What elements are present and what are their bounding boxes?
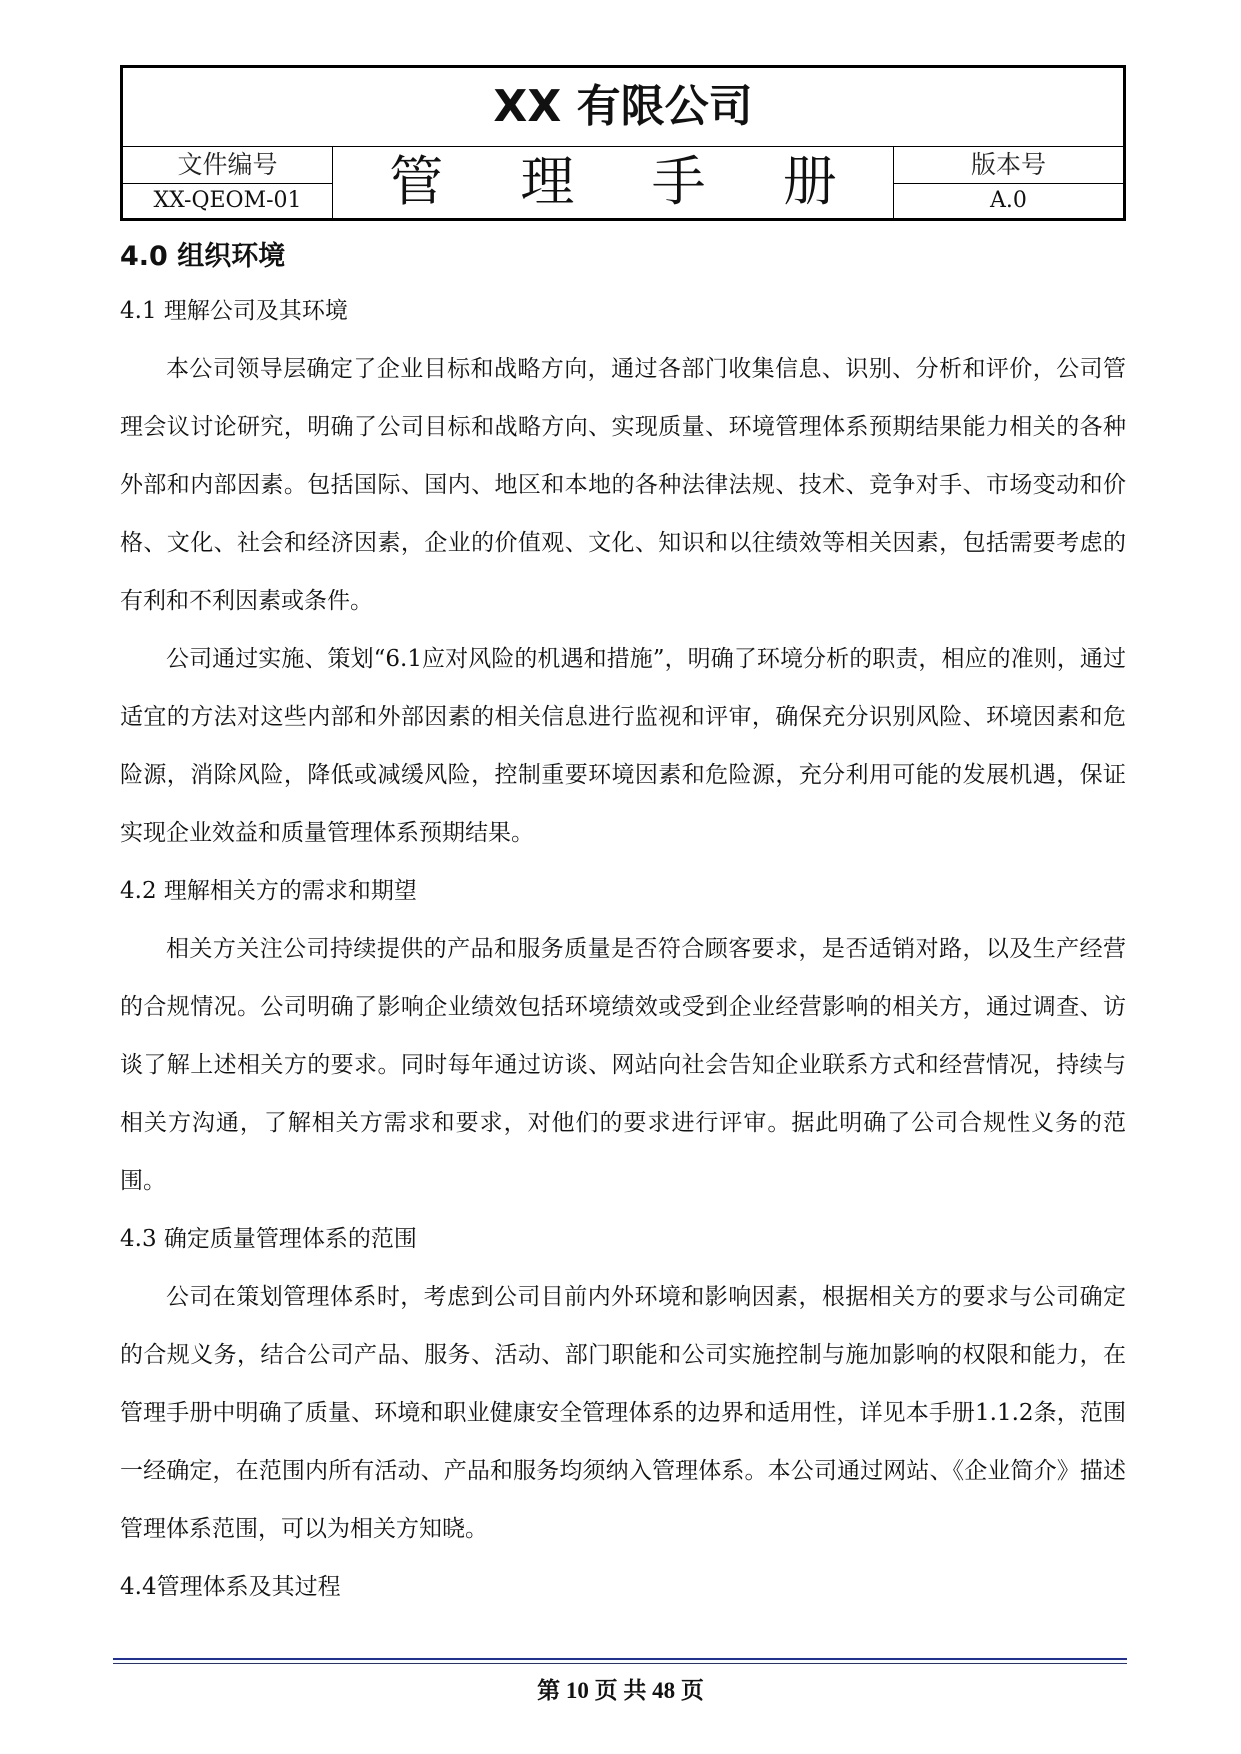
- footer-divider: [113, 1658, 1127, 1660]
- paragraph-4-3: 公司在策划管理体系时，考虑到公司目前内外环境和影响因素，根据相关方的要求与公司确定的合规义务，结合公司产品、服务、活动、部门职能和公司实施控制与施加影响的权限和能力，在管理手册中明确了质量、环境和职业健康安全管理体系的边界和适用性，详见本手册1.1.2条，范围一经确定，在范围内所有活动、产品和服务均须纳入管理体系。本公司通过网站、《企业简介》描述管理体系范围，可以为相关方知晓。: [120, 1284, 1126, 1542]
- document-body: [120, 232, 1126, 1616]
- paragraph-4-1-a: 本公司领导层确定了企业目标和战略方向，通过各部门收集信息、识别、分析和评价，公司管理会议讨论研究，明确了公司目标和战略方向、实现质量、环境管理体系预期结果能力相关的各种外部和内部因素。包括国际、国内、地区和本地的各种法律法规、技术、竞争对手、市场变动和价格、文化、社会和经济因素，企业的价值观、文化、知识和以往绩效等相关因素，包括需要考虑的有利和不利因素或条件。: [120, 356, 1126, 614]
- subsection-title-4-3: 4.3 确定质量管理体系的范围: [120, 1226, 417, 1252]
- footer-divider-thin: [113, 1663, 1127, 1664]
- subsection-title-4-4: 4.4管理体系及其过程: [120, 1574, 341, 1600]
- document-header-table: [120, 65, 1126, 221]
- version-label: 版本号: [893, 146, 1123, 184]
- page-number: 第 10 页 共 48 页: [537, 1678, 704, 1703]
- paragraph-4-2: 相关方关注公司持续提供的产品和服务质量是否符合顾客要求，是否适销对路，以及生产经营的合规情况。公司明确了影响企业绩效包括环境绩效或受到企业经营影响的相关方，通过调查、访谈了解上述相关方的要求。同时每年通过访谈、网站向社会告知企业联系方式和经营情况，持续与相关方沟通，了解相关方需求和要求，对他们的要求进行评审。据此明确了公司合规性义务的范围。: [120, 936, 1126, 1194]
- company-name: XX 有限公司: [123, 68, 1123, 147]
- subsection-title-4-1: 4.1 理解公司及其环境: [120, 298, 348, 324]
- paragraph-4-1-b: 公司通过实施、策划“6.1应对风险的机遇和措施”，明确了环境分析的职责，相应的准则，通过适宜的方法对这些内部和外部因素的相关信息进行监视和评审，确保充分识别风险、环境因素和危险源，消除风险，降低或减缓风险，控制重要环境因素和危险源，充分利用可能的发展机遇，保证实现企业效益和质量管理体系预期结果。: [120, 646, 1126, 846]
- version-value: A.0: [893, 184, 1123, 218]
- manual-title: 管 理 手 册: [389, 150, 867, 213]
- subsection-title-4-2: 4.2 理解相关方的需求和期望: [120, 878, 417, 904]
- doc-number-value: XX-QEOM-01: [123, 184, 333, 218]
- doc-number-label: 文件编号: [123, 146, 333, 184]
- section-heading-4-0: 4.0 组织环境: [120, 241, 286, 272]
